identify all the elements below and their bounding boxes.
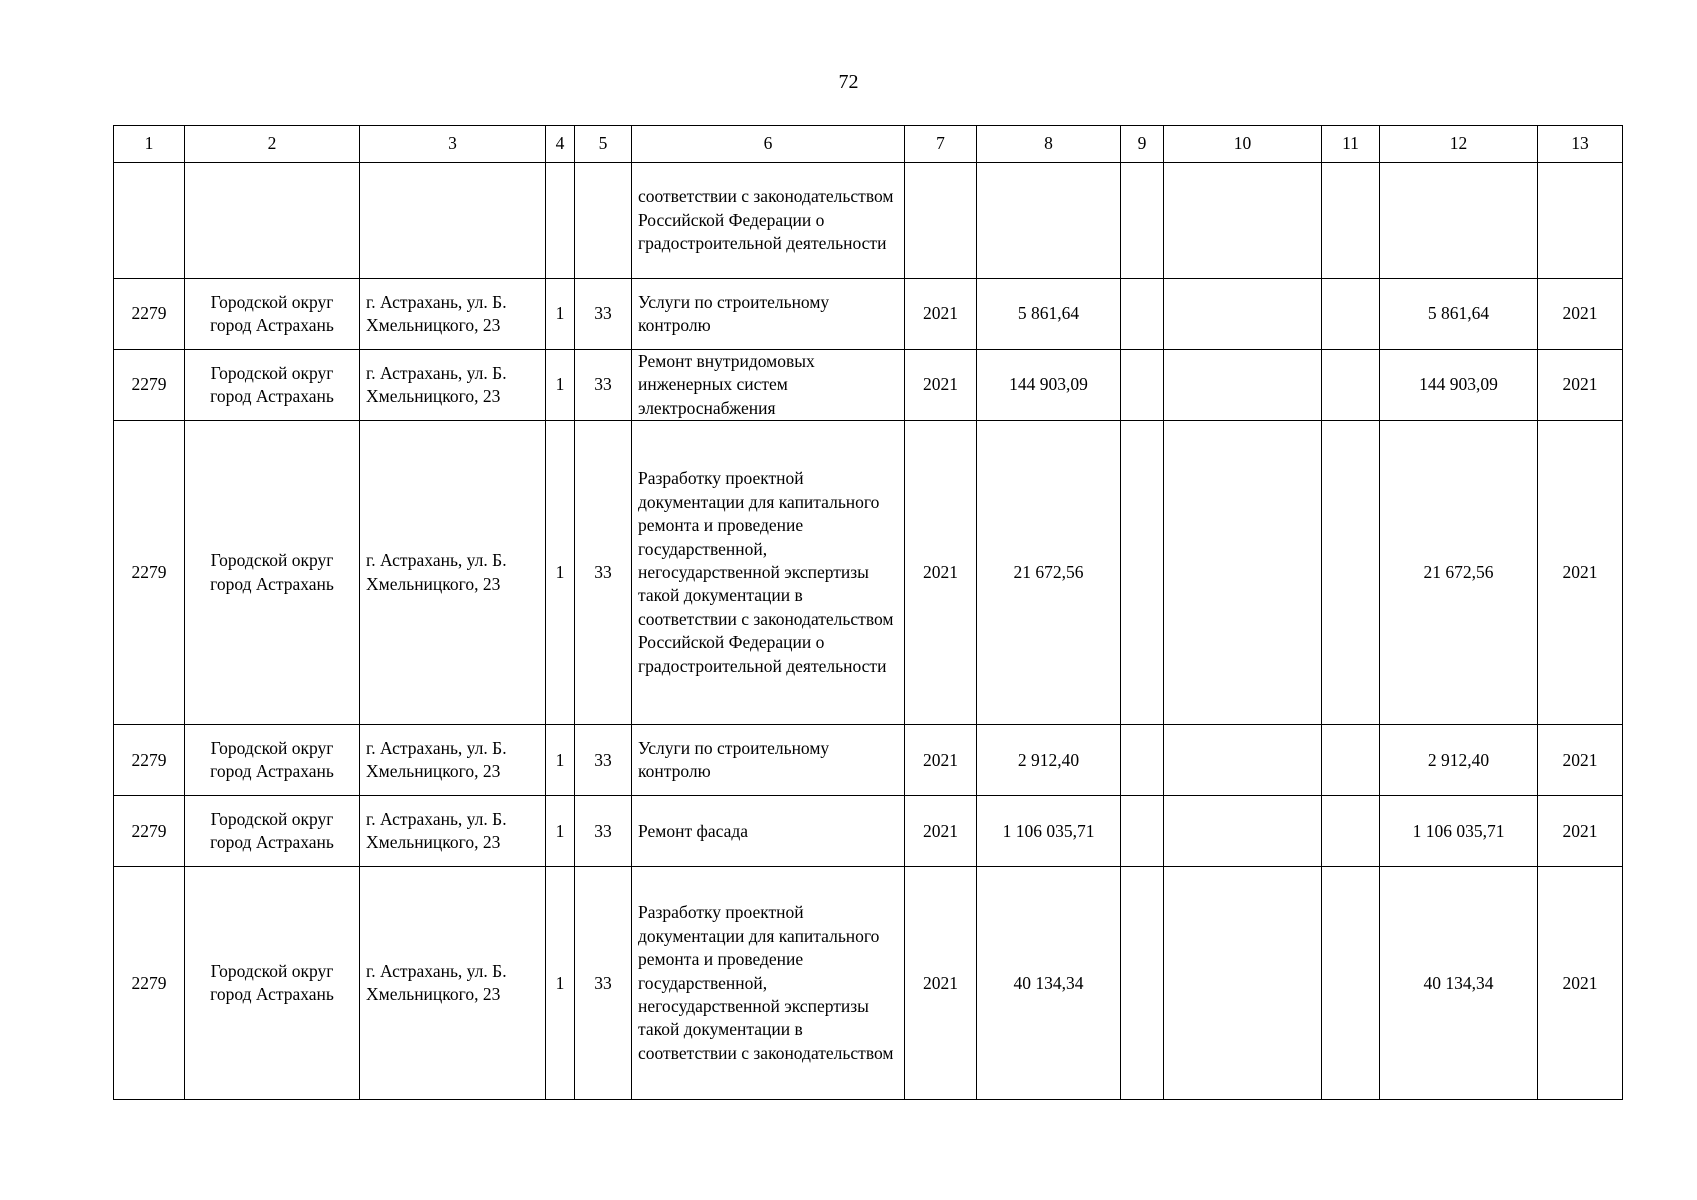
cell-col10 xyxy=(1164,867,1322,1100)
cell-col9 xyxy=(1121,350,1164,421)
cell-municipality: Городской округ город Астрахань xyxy=(185,725,360,796)
cell-col12-cost: 1 106 035,71 xyxy=(1380,796,1538,867)
column-number: 4 xyxy=(546,126,575,163)
cell-address: г. Астрахань, ул. Б. Хмельницкого, 23 xyxy=(360,867,546,1100)
cell-record-id: 2279 xyxy=(114,279,185,350)
cell-col11 xyxy=(1322,421,1380,725)
cell-col5: 33 xyxy=(575,350,632,421)
table-row xyxy=(114,867,1623,1100)
column-number-row xyxy=(114,126,1623,163)
cell-col12-cost: 40 134,34 xyxy=(1380,867,1538,1100)
cell-col9 xyxy=(1121,867,1164,1100)
cell-cost: 21 672,56 xyxy=(977,421,1121,725)
column-number: 12 xyxy=(1380,126,1538,163)
cell-col5 xyxy=(575,163,632,279)
column-number: 7 xyxy=(905,126,977,163)
table-row xyxy=(114,796,1623,867)
column-number: 11 xyxy=(1322,126,1380,163)
cell-record-id: 2279 xyxy=(114,867,185,1100)
cell-cost: 144 903,09 xyxy=(977,350,1121,421)
cell-cost: 1 106 035,71 xyxy=(977,796,1121,867)
page-number: 72 xyxy=(838,71,859,93)
cell-municipality: Городской округ город Астрахань xyxy=(185,350,360,421)
cell-col10 xyxy=(1164,163,1322,279)
cell-work-description: Разработку проектной документации для капитального ремонта и проведение государственной, негосударственной экспертизы такой документации в соответствии с законодательством xyxy=(632,867,905,1100)
column-number: 9 xyxy=(1121,126,1164,163)
cell-cost: 5 861,64 xyxy=(977,279,1121,350)
cell-col4 xyxy=(546,163,575,279)
cell-col11 xyxy=(1322,350,1380,421)
cell-year: 2021 xyxy=(905,867,977,1100)
cell-col13-year: 2021 xyxy=(1538,725,1623,796)
cell-col10 xyxy=(1164,279,1322,350)
cell-year: 2021 xyxy=(905,796,977,867)
cell-col5: 33 xyxy=(575,725,632,796)
table-row xyxy=(114,725,1623,796)
cell-record-id: 2279 xyxy=(114,796,185,867)
cell-col9 xyxy=(1121,725,1164,796)
cell-col5: 33 xyxy=(575,421,632,725)
cell-col12-cost: 144 903,09 xyxy=(1380,350,1538,421)
cell-year: 2021 xyxy=(905,421,977,725)
cell-work-description: Ремонт внутридомовых инженерных систем электроснабжения xyxy=(632,350,905,421)
cell-cost xyxy=(977,163,1121,279)
cell-col12-cost xyxy=(1380,163,1538,279)
column-number: 8 xyxy=(977,126,1121,163)
cell-col11 xyxy=(1322,796,1380,867)
cell-col12-cost: 21 672,56 xyxy=(1380,421,1538,725)
cell-col9 xyxy=(1121,796,1164,867)
cell-cost: 2 912,40 xyxy=(977,725,1121,796)
cell-col12-cost: 2 912,40 xyxy=(1380,725,1538,796)
cell-col10 xyxy=(1164,796,1322,867)
column-number: 13 xyxy=(1538,126,1623,163)
cell-record-id xyxy=(114,163,185,279)
cell-municipality xyxy=(185,163,360,279)
cell-col5: 33 xyxy=(575,796,632,867)
cell-col4: 1 xyxy=(546,350,575,421)
cell-year: 2021 xyxy=(905,725,977,796)
cell-work-description: Ремонт фасада xyxy=(632,796,905,867)
cell-year xyxy=(905,163,977,279)
cell-col9 xyxy=(1121,279,1164,350)
cell-col4: 1 xyxy=(546,867,575,1100)
column-number: 6 xyxy=(632,126,905,163)
cell-col11 xyxy=(1322,279,1380,350)
cell-col5: 33 xyxy=(575,279,632,350)
cell-col9 xyxy=(1121,163,1164,279)
cell-col13-year xyxy=(1538,163,1623,279)
column-number: 3 xyxy=(360,126,546,163)
column-number: 2 xyxy=(185,126,360,163)
table-row xyxy=(114,350,1623,421)
cell-address: г. Астрахань, ул. Б. Хмельницкого, 23 xyxy=(360,796,546,867)
cell-record-id: 2279 xyxy=(114,421,185,725)
cell-col13-year: 2021 xyxy=(1538,867,1623,1100)
table-row xyxy=(114,163,1623,279)
cell-cost: 40 134,34 xyxy=(977,867,1121,1100)
cell-record-id: 2279 xyxy=(114,725,185,796)
cell-col13-year: 2021 xyxy=(1538,421,1623,725)
cell-col9 xyxy=(1121,421,1164,725)
table-row xyxy=(114,421,1623,725)
cell-municipality: Городской округ город Астрахань xyxy=(185,796,360,867)
cell-col11 xyxy=(1322,725,1380,796)
cell-col13-year: 2021 xyxy=(1538,350,1623,421)
cell-col13-year: 2021 xyxy=(1538,796,1623,867)
work-register-table xyxy=(113,125,1623,1100)
cell-year: 2021 xyxy=(905,350,977,421)
cell-municipality: Городской округ город Астрахань xyxy=(185,867,360,1100)
column-number: 1 xyxy=(114,126,185,163)
cell-municipality: Городской округ город Астрахань xyxy=(185,421,360,725)
cell-col4: 1 xyxy=(546,421,575,725)
cell-col4: 1 xyxy=(546,279,575,350)
cell-address: г. Астрахань, ул. Б. Хмельницкого, 23 xyxy=(360,421,546,725)
cell-col10 xyxy=(1164,725,1322,796)
cell-year: 2021 xyxy=(905,279,977,350)
column-number: 5 xyxy=(575,126,632,163)
cell-col10 xyxy=(1164,350,1322,421)
table-row xyxy=(114,279,1623,350)
cell-col5: 33 xyxy=(575,867,632,1100)
cell-record-id: 2279 xyxy=(114,350,185,421)
cell-work-description: Разработку проектной документации для капитального ремонта и проведение государственной, негосударственной экспертизы такой документации в соответствии с законодательством Российской Федерации о градостроительной деятельности xyxy=(632,421,905,725)
cell-work-description: Услуги по строительному контролю xyxy=(632,725,905,796)
cell-address: г. Астрахань, ул. Б. Хмельницкого, 23 xyxy=(360,725,546,796)
cell-col12-cost: 5 861,64 xyxy=(1380,279,1538,350)
cell-work-description: Услуги по строительному контролю xyxy=(632,279,905,350)
cell-col10 xyxy=(1164,421,1322,725)
cell-work-description: соответствии с законодательством Российской Федерации о градостроительной деятельности xyxy=(632,163,905,279)
cell-col11 xyxy=(1322,867,1380,1100)
cell-address: г. Астрахань, ул. Б. Хмельницкого, 23 xyxy=(360,279,546,350)
cell-address xyxy=(360,163,546,279)
cell-municipality: Городской округ город Астрахань xyxy=(185,279,360,350)
cell-col11 xyxy=(1322,163,1380,279)
cell-col4: 1 xyxy=(546,725,575,796)
cell-col4: 1 xyxy=(546,796,575,867)
cell-address: г. Астрахань, ул. Б. Хмельницкого, 23 xyxy=(360,350,546,421)
column-number: 10 xyxy=(1164,126,1322,163)
cell-col13-year: 2021 xyxy=(1538,279,1623,350)
